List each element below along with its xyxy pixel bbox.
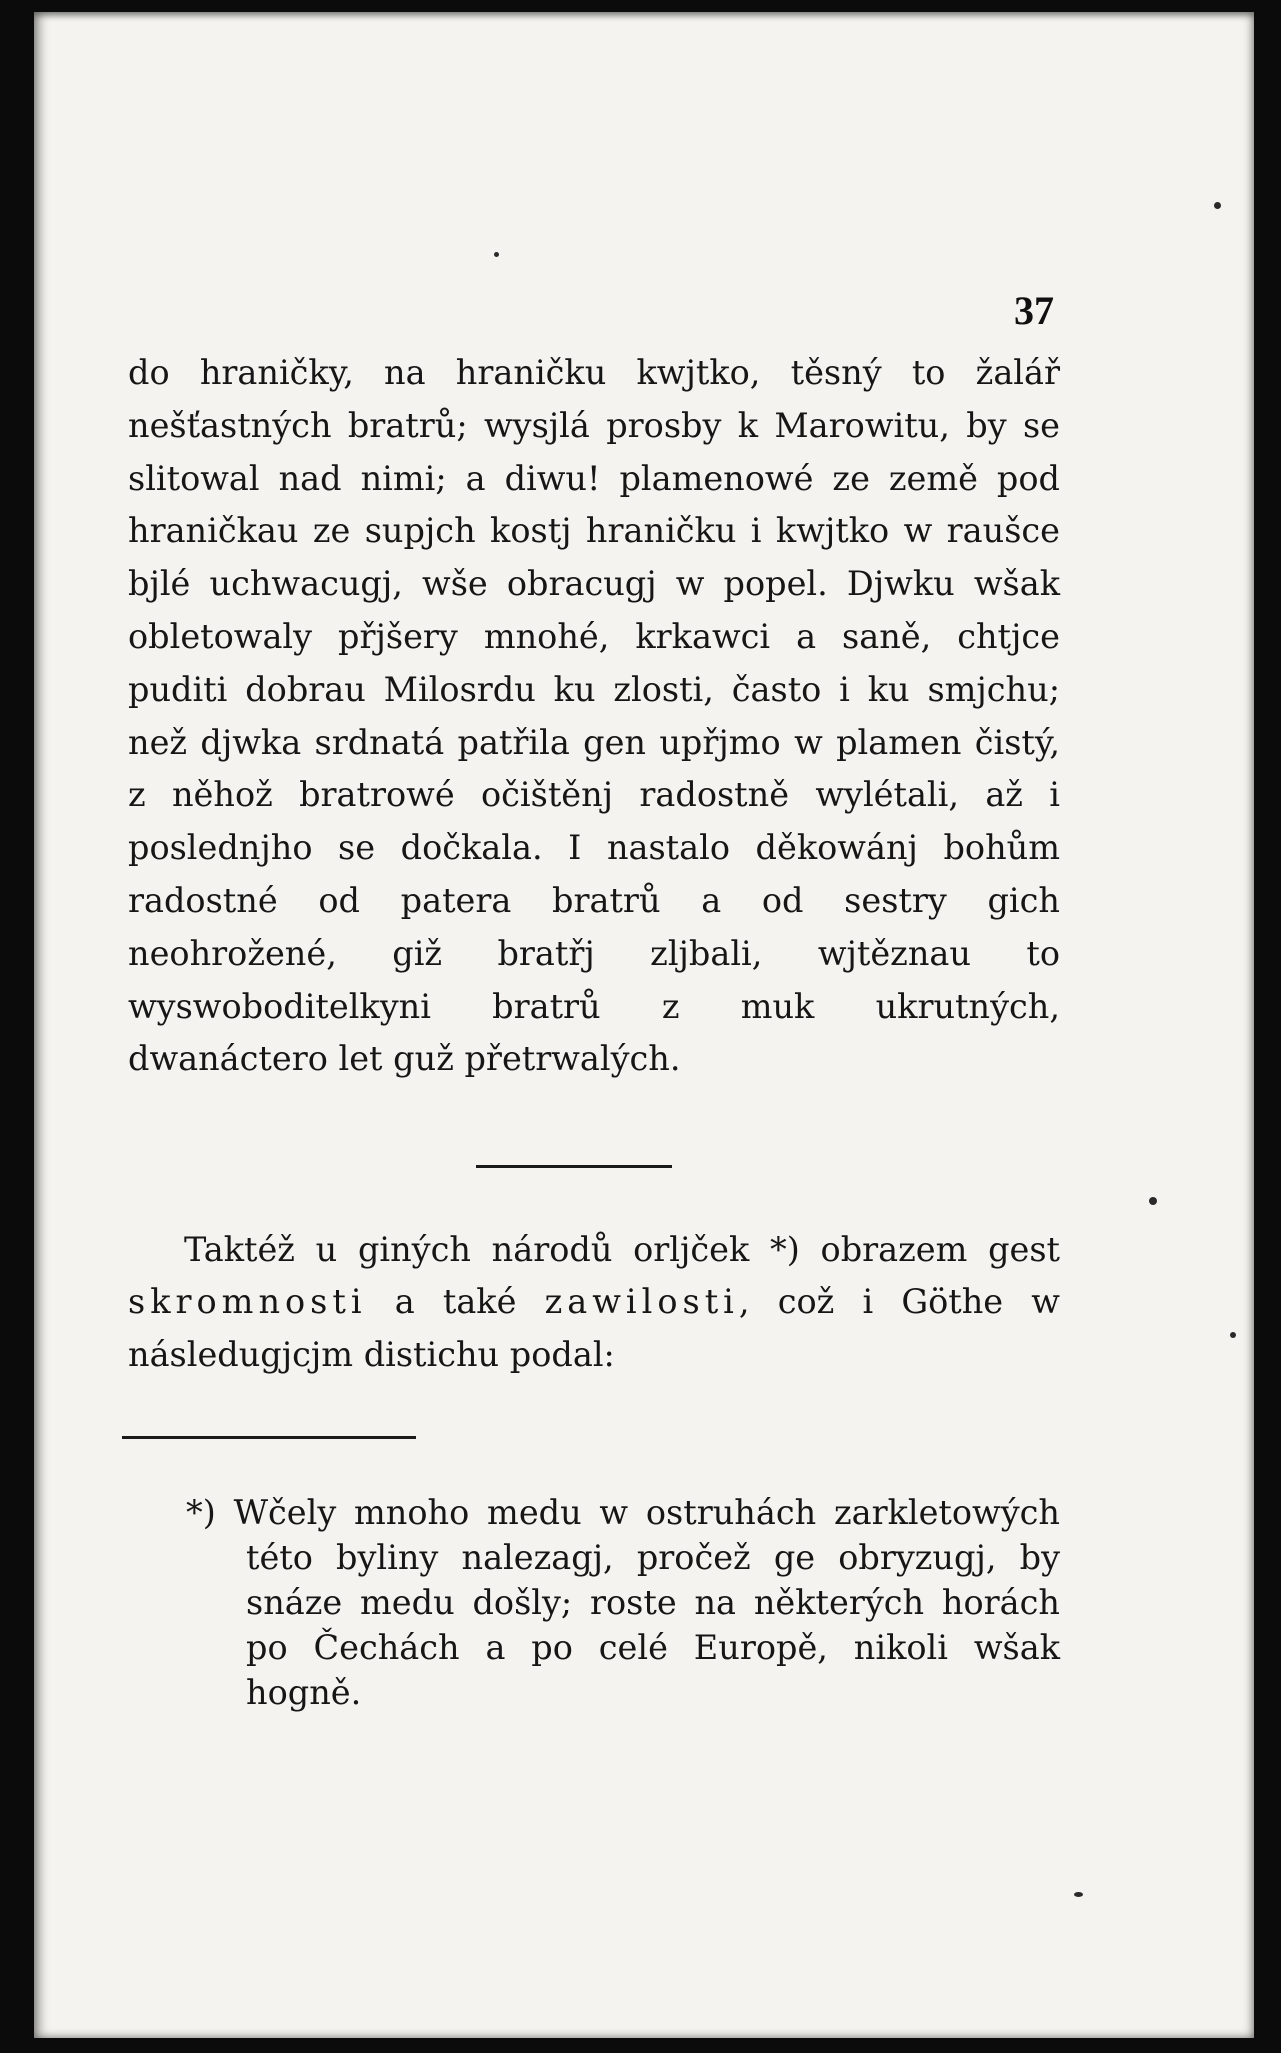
scan-speck xyxy=(494,252,499,257)
main-text-block xyxy=(128,347,1060,1086)
footnote-text: *) Wčely mnoho medu w ostruhách zarkletowých této byliny nalezagj, pročež ge obryzugj, by snáze medu došly; roste na některých horách po Čechách a po celé Europě, nikoli wšak hogně. xyxy=(186,1493,1060,1712)
second-paragraph-after: , což i Göthe w následugjcjm distichu podal: xyxy=(128,1282,1060,1374)
footnote-divider xyxy=(122,1436,416,1439)
second-paragraph-middle: a také xyxy=(394,1282,517,1322)
section-divider xyxy=(476,1165,672,1168)
spaced-word-skromnosti: skromnosti xyxy=(128,1282,367,1322)
second-paragraph-before: Taktéž u giných národů orljček *) obrazem gest xyxy=(184,1230,1060,1269)
second-paragraph xyxy=(128,1224,1060,1381)
page-number: 37 xyxy=(1014,288,1054,333)
footnote-block xyxy=(128,1490,1060,1715)
second-paragraph-block xyxy=(128,1224,1060,1381)
scan-speck xyxy=(1230,1332,1236,1338)
scan-speck xyxy=(1214,202,1221,209)
spaced-word-zawilosti: zawilosti xyxy=(544,1282,739,1322)
book-page xyxy=(34,12,1254,2038)
scan-speck xyxy=(1149,1197,1157,1205)
main-paragraph: do hraničky, na hraničku kwjtko, těsný to žalář nešťastných bratrů; wysjlá prosby k Marowitu, by se slitowal nad nimi; a diwu! plamenowé ze země pod hraničkau ze supjch kostj hraničku i kwjtko w raušce bjlé uchwacugj, wše obracugj w popel. Djwku wšak obletowaly přjšery mnohé, krkawci a saně, chtjce puditi dobrau Milosrdu ku zlosti, často i ku smjchu; než djwka srdnatá patřila gen upřjmo w plamen čistý, z něhož bratrowé očištěnj radostně wylétali, až i poslednjho se dočkala. I nastalo děkowánj bohům radostné od patera bratrů a od sestry gich neohrožené, giž bratřj zljbali, wjtěznau to wyswoboditelkyni bratrů z muk ukrutných, dwanáctero let guž přetrwalých. xyxy=(128,353,1060,1079)
scan-speck xyxy=(1074,1892,1083,1897)
